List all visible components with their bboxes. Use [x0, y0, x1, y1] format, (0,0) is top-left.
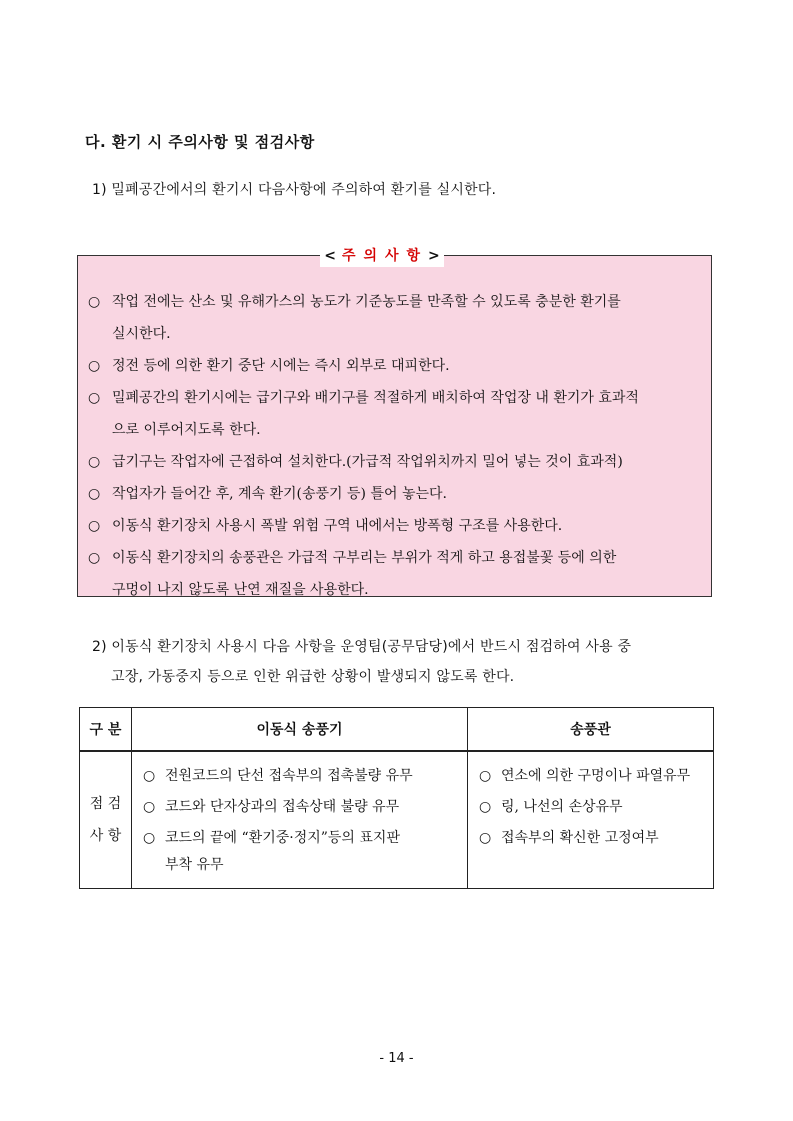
- caution-item-text: 급기구는 작업자에 근접하여 설치한다.(가급적 작업위치까지 밀어 넣는 것이 효과적): [112, 454, 623, 470]
- circle-bullet-icon: ○: [88, 358, 101, 374]
- caution-item: [88, 478, 639, 510]
- caution-item-text: 이동식 환기장치 사용시 폭발 위험 구역 내에서는 방폭형 구조를 사용한다.: [112, 518, 563, 534]
- item-text: 링, 나선의 손상유무: [501, 799, 623, 815]
- caution-item-text-cont: 으로 이루어지도록 한다.: [112, 422, 261, 438]
- caution-item: [88, 510, 639, 542]
- item-text: 전원코드의 단선 접속부의 접촉불량 유무: [165, 768, 413, 784]
- paragraph-2: [92, 632, 631, 692]
- header-portable-blower: 이동식 송풍기: [132, 708, 468, 752]
- paragraph-2-line-2: 고장, 가동중지 등으로 인한 위급한 상황이 발생되지 않도록 한다.: [111, 669, 515, 685]
- caution-title-text: 주의사항: [341, 248, 429, 264]
- circle-bullet-icon: ○: [88, 294, 101, 310]
- caution-item-text: 이동식 환기장치의 송풍관은 가급적 구부리는 부위가 적게 하고 용접불꽃 등에 의한: [112, 550, 617, 566]
- item-text: 코드의 끝에 “환기중·정지”등의 표지판: [165, 830, 400, 846]
- caution-item: [88, 382, 639, 446]
- item-text: 코드와 단자상과의 접속상태 불량 유무: [165, 799, 400, 815]
- circle-bullet-icon: ○: [88, 390, 101, 406]
- list-item: [143, 823, 466, 876]
- section-heading: 다. 환기 시 주의사항 및 점검사항: [85, 133, 315, 151]
- caution-list: [88, 286, 639, 606]
- list-item: [143, 761, 466, 792]
- caution-item: [88, 542, 639, 606]
- list-item: [479, 761, 712, 792]
- item-text-cont: 부착 유무: [165, 857, 224, 873]
- page-number: - 14 -: [379, 1051, 414, 1066]
- caution-item: [88, 286, 639, 350]
- header-category: 구 분: [80, 708, 132, 752]
- list-item: [479, 792, 712, 823]
- item-text: 연소에 의한 구멍이나 파열유무: [501, 768, 691, 784]
- circle-bullet-icon: ○: [143, 799, 156, 815]
- circle-bullet-icon: ○: [143, 830, 156, 846]
- circle-bullet-icon: ○: [88, 486, 101, 502]
- inspection-table: [79, 707, 714, 889]
- item-text: 접속부의 확신한 고정여부: [501, 830, 659, 846]
- row-label-line-2: 사 항: [89, 828, 122, 844]
- blower-items-cell: [132, 751, 468, 889]
- caution-item-text: 작업 전에는 산소 및 유해가스의 농도가 기준농도를 만족할 수 있도록 충분한 환기를: [112, 294, 621, 310]
- paragraph-2-line-1: 2) 이동식 환기장치 사용시 다음 사항을 운영팀(공무담당)에서 반드시 점검하여 사용 중: [92, 639, 632, 655]
- duct-items: [469, 753, 712, 854]
- caution-item: [88, 446, 639, 478]
- table-header-row: [80, 708, 714, 752]
- caution-item-text-cont: 구멍이 나지 않도록 난연 재질을 사용한다.: [112, 582, 369, 598]
- caution-bracket-open: <: [324, 248, 336, 264]
- circle-bullet-icon: ○: [88, 550, 101, 566]
- table-row: [80, 751, 714, 889]
- blower-items: [133, 753, 466, 876]
- caution-item: [88, 350, 639, 382]
- list-item: [479, 823, 712, 854]
- circle-bullet-icon: ○: [88, 454, 101, 470]
- row-label: [80, 751, 132, 889]
- duct-items-cell: [468, 751, 714, 889]
- circle-bullet-icon: ○: [479, 830, 492, 846]
- caution-item-text: 정전 등에 의한 환기 중단 시에는 즉시 외부로 대피한다.: [112, 358, 450, 374]
- circle-bullet-icon: ○: [143, 768, 156, 784]
- paragraph-1: 1) 밀폐공간에서의 환기시 다음사항에 주의하여 환기를 실시한다.: [92, 182, 497, 198]
- circle-bullet-icon: ○: [479, 799, 492, 815]
- row-label-line-1: 점 검: [89, 796, 122, 812]
- caution-bracket-close: >: [428, 248, 440, 264]
- header-air-duct: 송풍관: [468, 708, 714, 752]
- list-item: [143, 792, 466, 823]
- caution-title: [320, 245, 444, 267]
- circle-bullet-icon: ○: [479, 768, 492, 784]
- caution-item-text: 밀폐공간의 환기시에는 급기구와 배기구를 적절하게 배치하여 작업장 내 환기가 효과적: [112, 390, 639, 406]
- circle-bullet-icon: ○: [88, 518, 101, 534]
- caution-item-text: 작업자가 들어간 후, 계속 환기(송풍기 등) 틀어 놓는다.: [112, 486, 447, 502]
- caution-item-text-cont: 실시한다.: [112, 326, 171, 342]
